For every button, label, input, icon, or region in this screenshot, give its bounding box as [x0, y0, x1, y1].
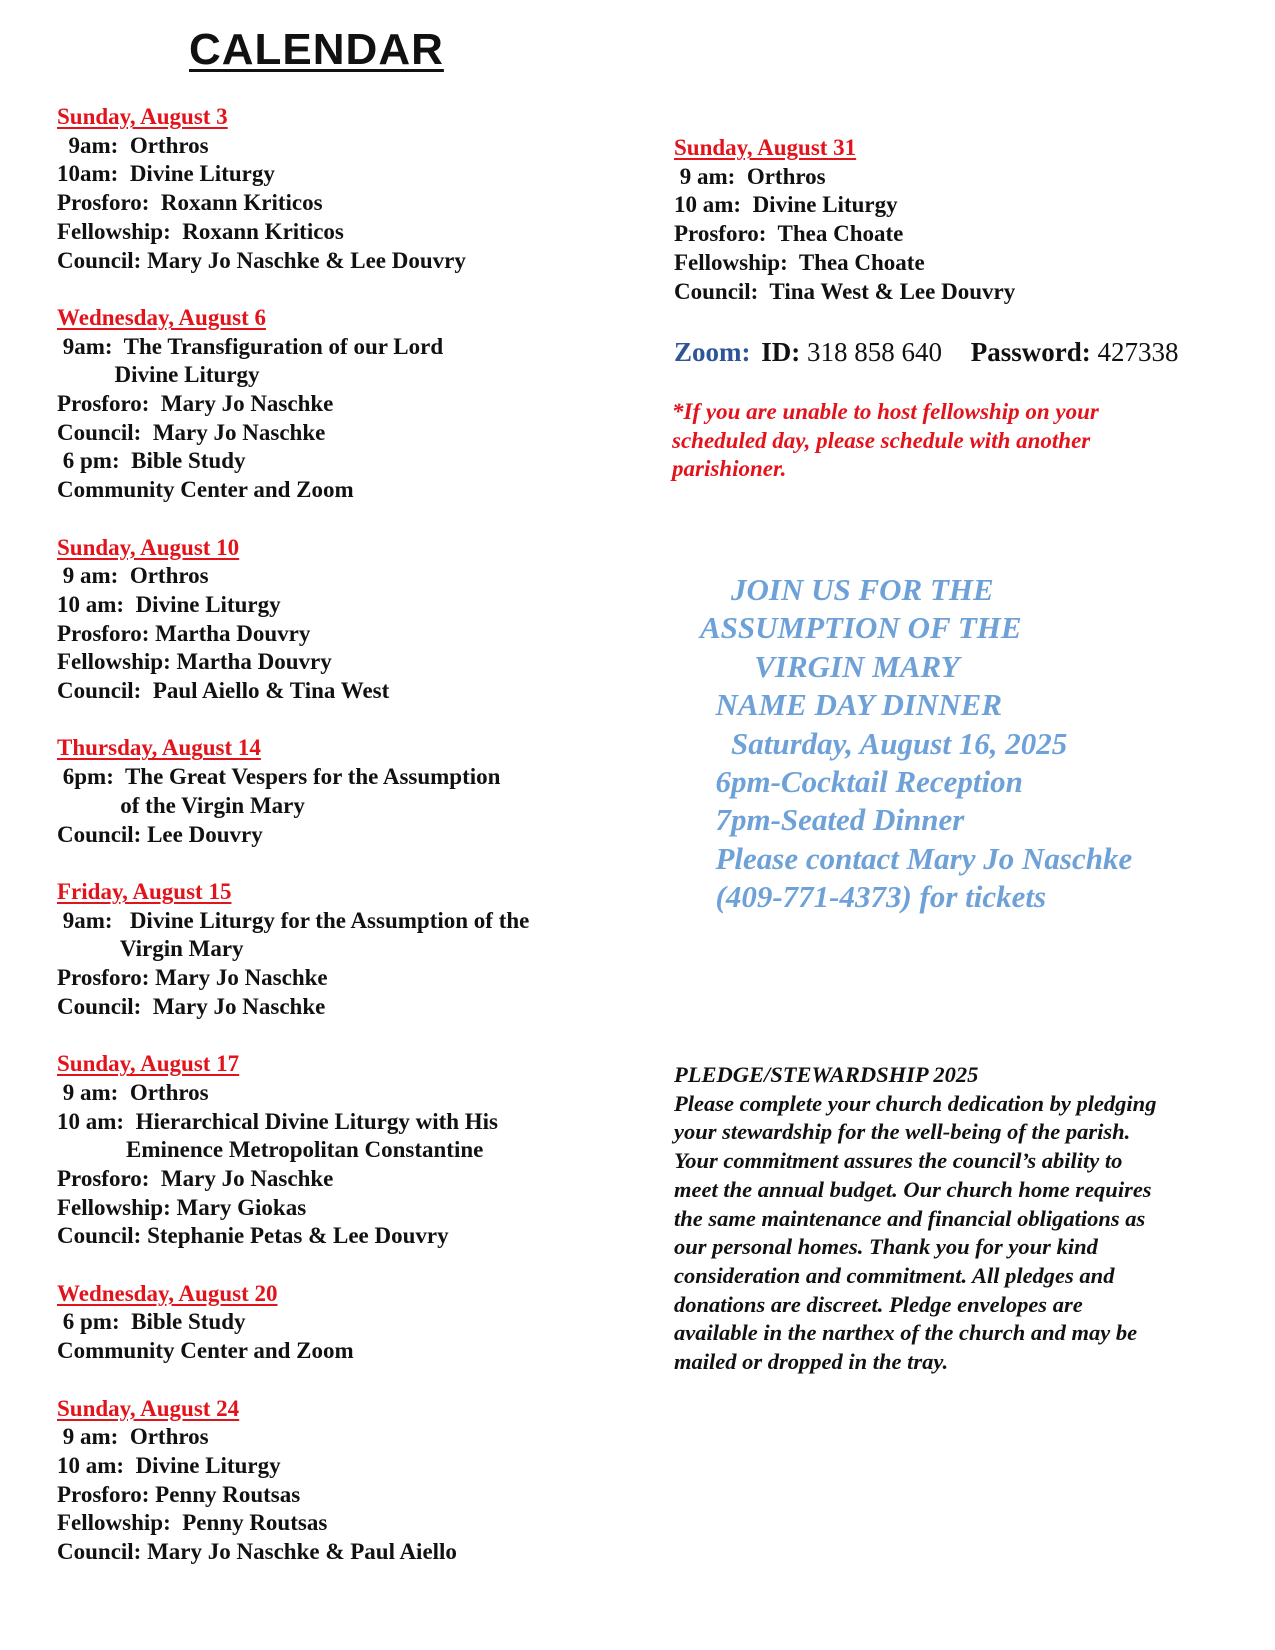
event-line: Council: Paul Aiello & Tina West	[57, 678, 390, 704]
event-day-heading: Friday, August 15	[57, 878, 232, 904]
zoom-password-label: Password:	[970, 337, 1091, 367]
dinner-line: NAME DAY DINNER	[700, 687, 1003, 723]
event-line: Fellowship: Roxann Kriticos	[57, 218, 344, 244]
fellowship-note: *If you are unable to host fellowship on your scheduled day, please schedule with another parishioner.	[672, 399, 1099, 481]
dinner-line: Saturday, August 16, 2025	[700, 725, 1068, 761]
event-line: Prosforo: Roxann Kriticos	[57, 190, 323, 216]
calendar-event	[57, 1280, 647, 1366]
event-line: 10 am: Divine Liturgy	[57, 1452, 281, 1478]
event-line: Council: Tina West & Lee Douvry	[674, 278, 1016, 304]
event-line: Council: Stephanie Petas & Lee Douvry	[57, 1223, 449, 1249]
dinner-line: (409-771-4373) for tickets	[700, 879, 1047, 915]
zoom-id-label: ID:	[761, 337, 801, 367]
pledge-line: donations are discreet. Pledge envelopes are	[674, 1291, 1083, 1317]
pledge-line: available in the narthex of the church and may be	[674, 1320, 1138, 1346]
event-line: 10 am: Divine Liturgy	[674, 192, 898, 218]
dinner-line: JOIN US FOR THE	[700, 572, 994, 607]
event-line: Council: Mary Jo Naschke & Lee Douvry	[57, 247, 466, 273]
pledge-line: meet the annual budget. Our church home requires	[674, 1176, 1152, 1202]
event-day-heading: Sunday, August 17	[57, 1051, 240, 1077]
calendar-event	[57, 304, 647, 505]
pledge-line: your stewardship for the well-being of the parish.	[674, 1119, 1131, 1145]
event-day-heading: Thursday, August 14	[57, 735, 261, 761]
page-title: CALENDAR	[189, 25, 444, 74]
calendar-right-column	[674, 134, 1234, 335]
calendar-event	[57, 878, 647, 1022]
event-line: Council: Mary Jo Naschke	[57, 419, 326, 445]
event-line: Virgin Mary	[57, 936, 244, 962]
event-line: Eminence Metropolitan Constantine	[57, 1137, 484, 1163]
event-line: 10 am: Hierarchical Divine Liturgy with His	[57, 1108, 499, 1134]
event-day-heading: Sunday, August 24	[57, 1395, 240, 1421]
event-line: of the Virgin Mary	[57, 792, 305, 818]
event-line: Fellowship: Martha Douvry	[57, 649, 332, 675]
calendar-left-column	[57, 103, 647, 1595]
event-line: 6 pm: Bible Study	[57, 1309, 246, 1335]
zoom-id-value: 318 858 640	[807, 337, 942, 367]
event-line: Prosforo: Thea Choate	[674, 221, 904, 247]
pledge-stewardship-section	[674, 1061, 1234, 1377]
event-line: 9 am: Orthros	[57, 1079, 209, 1105]
dinner-line: 6pm-Cocktail Reception	[700, 764, 1023, 800]
event-line: 9am: The Transfiguration of our Lord	[57, 333, 444, 359]
event-day-heading: Sunday, August 10	[57, 534, 240, 560]
calendar-event	[674, 134, 1234, 306]
event-line: Community Center and Zoom	[57, 1338, 354, 1364]
pledge-line: Please complete your church dedication by pledging	[674, 1090, 1157, 1116]
pledge-line: mailed or dropped in the tray.	[674, 1349, 949, 1375]
event-line: Fellowship: Thea Choate	[674, 249, 925, 275]
dinner-line: VIRGIN MARY	[700, 648, 960, 684]
calendar-event	[57, 734, 647, 849]
event-line: 9 am: Orthros	[674, 163, 826, 189]
event-line: 6 pm: Bible Study	[57, 448, 246, 474]
calendar-event	[57, 103, 647, 275]
event-line: 10am: Divine Liturgy	[57, 161, 275, 187]
event-line: Fellowship: Penny Routsas	[57, 1510, 328, 1536]
event-day-heading: Wednesday, August 20	[57, 1280, 278, 1306]
dinner-line: 7pm-Seated Dinner	[700, 802, 965, 838]
pledge-title: PLEDGE/STEWARDSHIP 2025	[674, 1062, 979, 1087]
event-day-heading: Sunday, August 31	[674, 135, 857, 160]
event-line: Prosforo: Mary Jo Naschke	[57, 391, 334, 417]
event-line: Prosforo: Martha Douvry	[57, 620, 311, 646]
event-line: Council: Mary Jo Naschke	[57, 993, 326, 1019]
zoom-password-value: 427338	[1097, 337, 1179, 367]
pledge-line: consideration and commitment. All pledges and	[674, 1262, 1115, 1288]
event-line: 9 am: Orthros	[57, 563, 209, 589]
event-line: 9am: Orthros	[57, 132, 209, 158]
event-line: Prosforo: Mary Jo Naschke	[57, 965, 328, 991]
event-line: Prosforo: Penny Routsas	[57, 1481, 301, 1507]
event-line: Community Center and Zoom	[57, 477, 354, 503]
calendar-event	[57, 1395, 647, 1567]
event-line: Council: Lee Douvry	[57, 821, 263, 847]
event-day-heading: Wednesday, August 6	[57, 304, 266, 330]
event-line: 9am: Divine Liturgy for the Assumption of the	[57, 907, 530, 933]
event-line: Council: Mary Jo Naschke & Paul Aiello	[57, 1539, 457, 1565]
dinner-line: Please contact Mary Jo Naschke	[700, 840, 1133, 876]
event-line: 9 am: Orthros	[57, 1424, 209, 1450]
event-day-heading: Sunday, August 3	[57, 104, 228, 129]
pledge-line: the same maintenance and financial obligations as	[674, 1205, 1146, 1231]
event-line: 10 am: Divine Liturgy	[57, 591, 281, 617]
zoom-info	[674, 334, 1179, 370]
dinner-line: ASSUMPTION OF THE	[700, 610, 1022, 646]
event-line: Fellowship: Mary Giokas	[57, 1194, 307, 1220]
pledge-line: our personal homes. Thank you for your kind	[674, 1234, 1098, 1260]
event-line: Divine Liturgy	[57, 362, 260, 388]
calendar-event	[57, 534, 647, 706]
name-day-dinner-announcement	[700, 571, 1260, 917]
zoom-label: Zoom:	[674, 337, 751, 367]
event-line: Prosforo: Mary Jo Naschke	[57, 1165, 334, 1191]
event-line: 6pm: The Great Vespers for the Assumption	[57, 764, 501, 790]
pledge-line: Your commitment assures the council’s ability to	[674, 1148, 1123, 1174]
calendar-event	[57, 1050, 647, 1251]
